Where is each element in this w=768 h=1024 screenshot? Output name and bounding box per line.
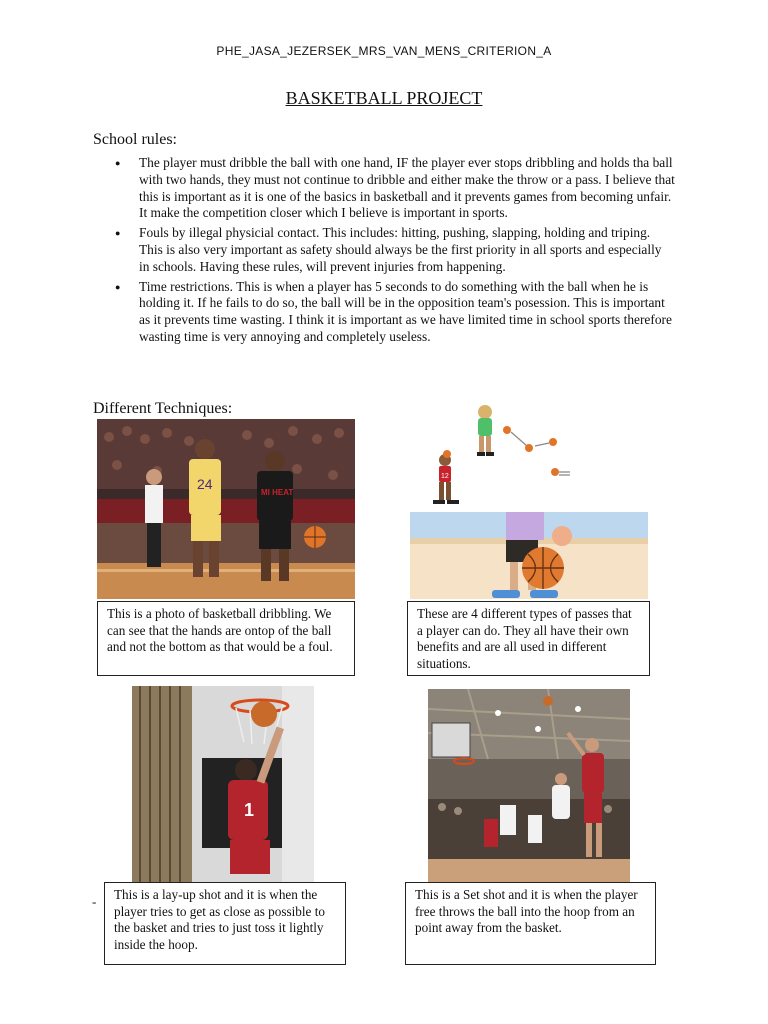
techniques-heading: Different Techniques: [93, 400, 233, 417]
page-title: BASKETBALL PROJECT [285, 88, 483, 108]
dribbling-caption: This is a photo of basketball dribbling. We can see that the hands are ontop of the ball and not the bottom as that would be a foul. [97, 601, 355, 676]
document-header: PHE_JASA_JEZERSEK_MRS_VAN_MENS_CRITERION_A [216, 44, 552, 58]
setshot-caption: This is a Set shot and it is when the player free throws the ball into the hoop from an point away from the basket. [405, 882, 656, 965]
dribbling-photo [97, 419, 355, 599]
dribble-cartoon [410, 512, 648, 599]
rule-item: ● Time restrictions. This is when a player has 5 seconds to do something with the ball when he is holding it. If he fails to do so, the ball will be in the opposition team's posession. This is important as it prevents time wasting. I think it is important as we have limited time in school sports therefore wasting time is very annoying and completely useless. [115, 279, 675, 346]
passes-caption: These are 4 different types of passes that a player can do. They all have their own benefits and are all used in different situations. [407, 601, 650, 676]
heat-jersey-text: MI HEAT [261, 488, 294, 497]
passes-clipart [425, 402, 570, 510]
rule-item: ● The player must dribble the ball with one hand, IF the player ever stops dribbling and holds tha ball with two hands, they must not continue to dribble and either make the throw or a pass. I believe that this is important as it is one of the basics in basketball and it prevents games from becoming unfair. It make the competition closer which I believe is important in sports. [115, 155, 675, 222]
pass-jersey-number: 12 [441, 473, 449, 480]
layup-jersey-number: 1 [244, 800, 255, 820]
stray-dash: - [92, 894, 97, 909]
school-rules-heading: School rules: [93, 131, 177, 148]
lakers-number: 24 [197, 476, 213, 492]
layup-photo [132, 686, 314, 882]
layup-caption: This is a lay-up shot and it is when the player tries to get as close as possible to the basket and tries to just toss it lightly inside the hoop. [104, 882, 346, 965]
rule-item: ● Fouls by illegal physicial contact. This includes: hitting, pushing, slapping, holding and triping. This is also very important as safety should always be the first priority in all sports and especially in schools. Having these rules, will prevent injuries from happening. [115, 225, 675, 275]
setshot-photo [428, 689, 630, 882]
school-rules-list [115, 155, 675, 349]
